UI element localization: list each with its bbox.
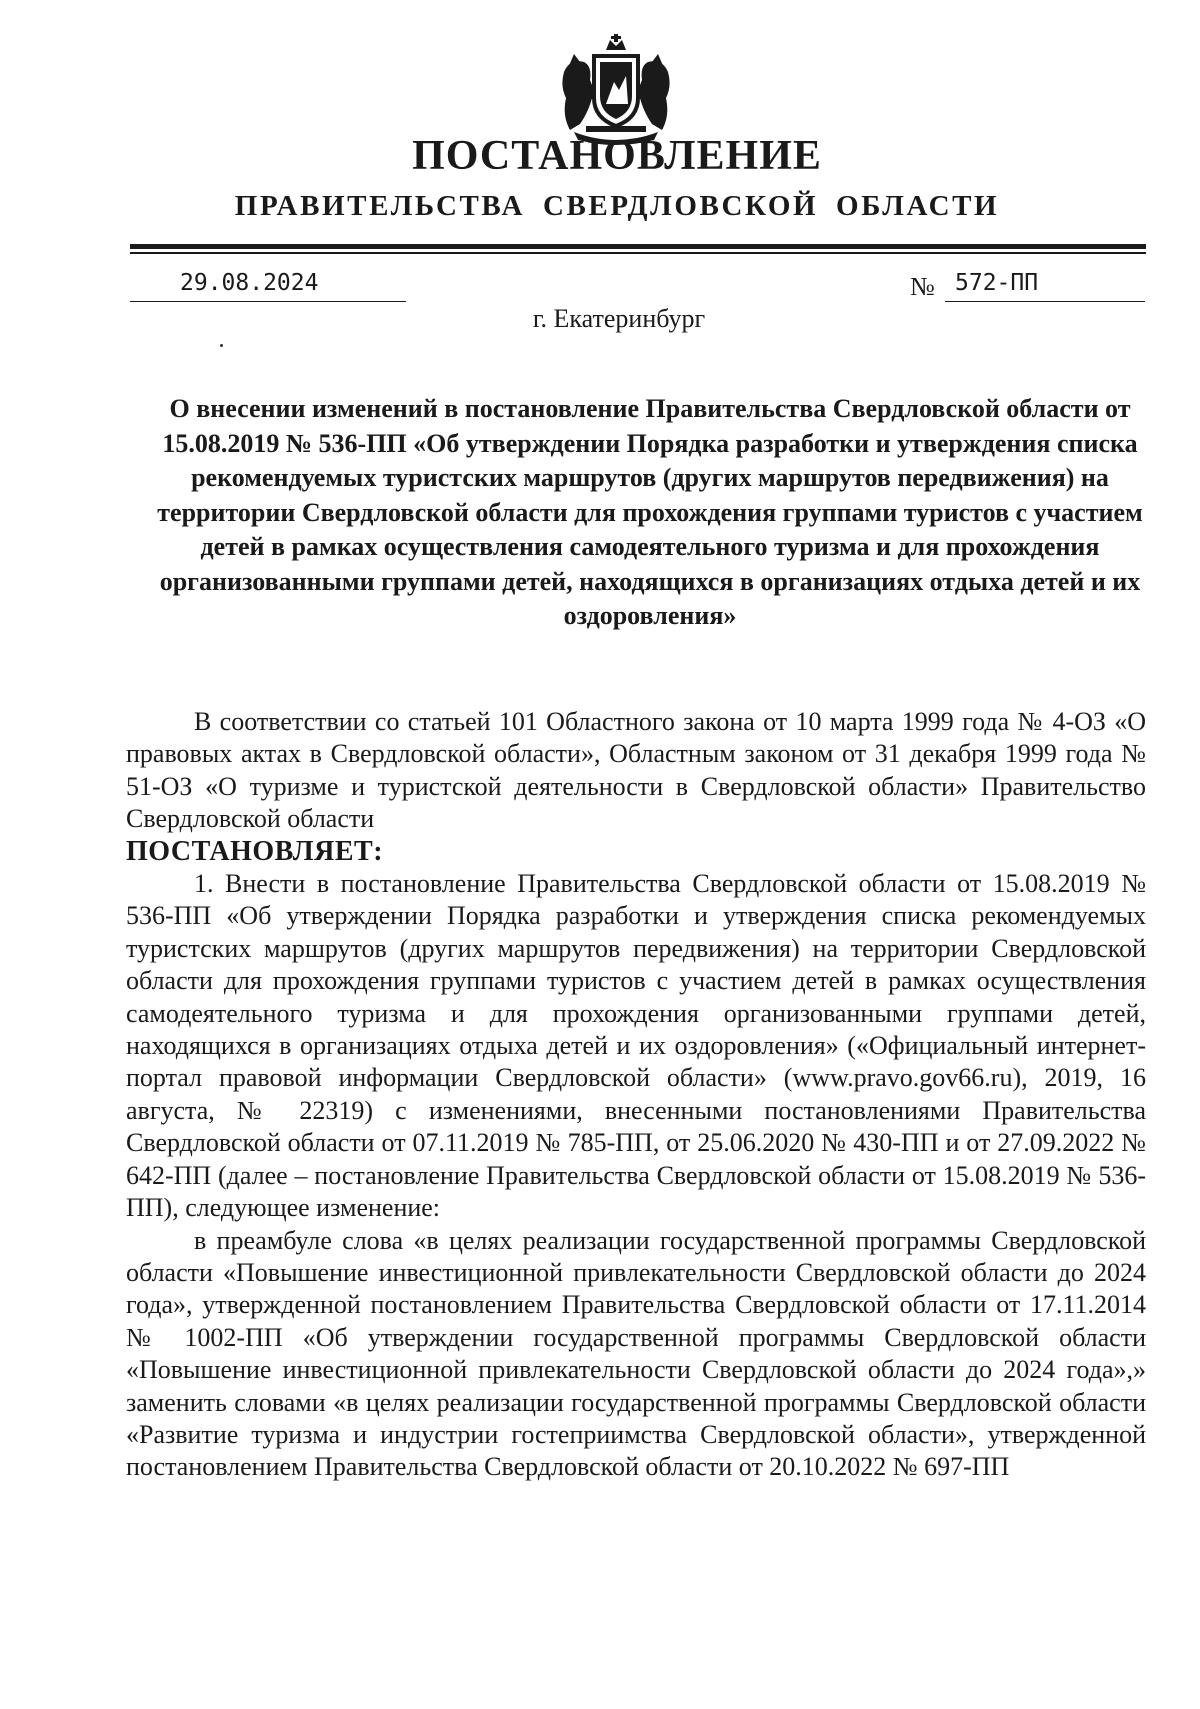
document-heading: О внесении изменений в постановление Правительства Свердловской области от 15.08.2019 № 536-ПП «Об утверждении Порядка разработки и утверждения списка рекомендуемых туристских маршрутов (других маршрутов передвижения) на территории Свердловской области для прохождения группами туристов с участием детей в рамках осуществления самодеятельного туризма и для прохождения организованными группами детей, находящихся в организациях отдыха детей и их оздоровления» — [157, 394, 1143, 630]
scan-dot — [220, 344, 223, 347]
header-divider-thick — [130, 244, 1146, 249]
sverdlovsk-coat-of-arms-icon — [556, 32, 676, 148]
number-label: № — [910, 272, 935, 301]
document-city: г. Екатеринбург — [532, 304, 706, 333]
header-divider-thin — [130, 252, 1146, 254]
preamble-paragraph: В соответствии со статьей 101 Областного закона от 10 марта 1999 года № 4-ОЗ «О правовых актах в Свердловской области», Областным законом от 31 декабря 1999 года № 51-ОЗ «О туризме и туристской деятельности в Свердловской области» Правительство Свердловской области — [126, 707, 1146, 834]
item-1-detail-paragraph: в преамбуле слова «в целях реализации государственной программы Свердловской области «Повышение инвестиционной привлекательности Свердловской области до 2024 года», утвержденной постановлением Правительства Свердловской области от 17.11.2014 № 1002-ПП «Об утверждении государственной программы Свердловской области «Повышение инвестиционной привлекательности Свердловской области до 2024 года»,» заменить словами «в целях реализации государственной программы Свердловской области «Развитие туризма и индустрии гостеприимства Свердловской области», утвержденной постановлением Правительства Свердловской области от 20.10.2022 № 697-ПП — [126, 1225, 1146, 1482]
document-title: ПОСТАНОВЛЕНИЕ — [412, 133, 822, 179]
document-date: 29.08.2024 — [130, 268, 406, 302]
decree-word: ПОСТАНОВЛЯЕТ: — [126, 835, 384, 867]
document-body — [126, 706, 1146, 1484]
item-1-paragraph: 1. Внести в постановление Правительства Свердловской области от 15.08.2019 № 536-ПП «Об утверждении Порядка разработки и утверждения списка рекомендуемых туристских маршрутов (других маршрутов передвижения) на территории Свердловской области для прохождения группами туристов с участием детей в рамках осуществления самодеятельного туризма и для прохождения организованными группами детей, находящихся в организациях отдыха детей и их оздоровления» («Официальный интернет-портал правовой информации Свердловской области» (www.pravo.gov66.ru), 2019, 16 августа, № 22319) с изменениями, внесенными постановлениями Правительства Свердловской области от 07.11.2019 № 785-ПП, от 25.06.2020 № 430-ПП и от 27.09.2022 № 642-ПП (далее – постановление Правительства Свердловской области от 15.08.2019 № 536-ПП), следующее изменение: — [126, 869, 1146, 1223]
document-number: 572-ПП — [945, 268, 1145, 302]
issuing-authority: ПРАВИТЕЛЬСТВА СВЕРДЛОВСКОЙ ОБЛАСТИ — [234, 190, 1000, 222]
